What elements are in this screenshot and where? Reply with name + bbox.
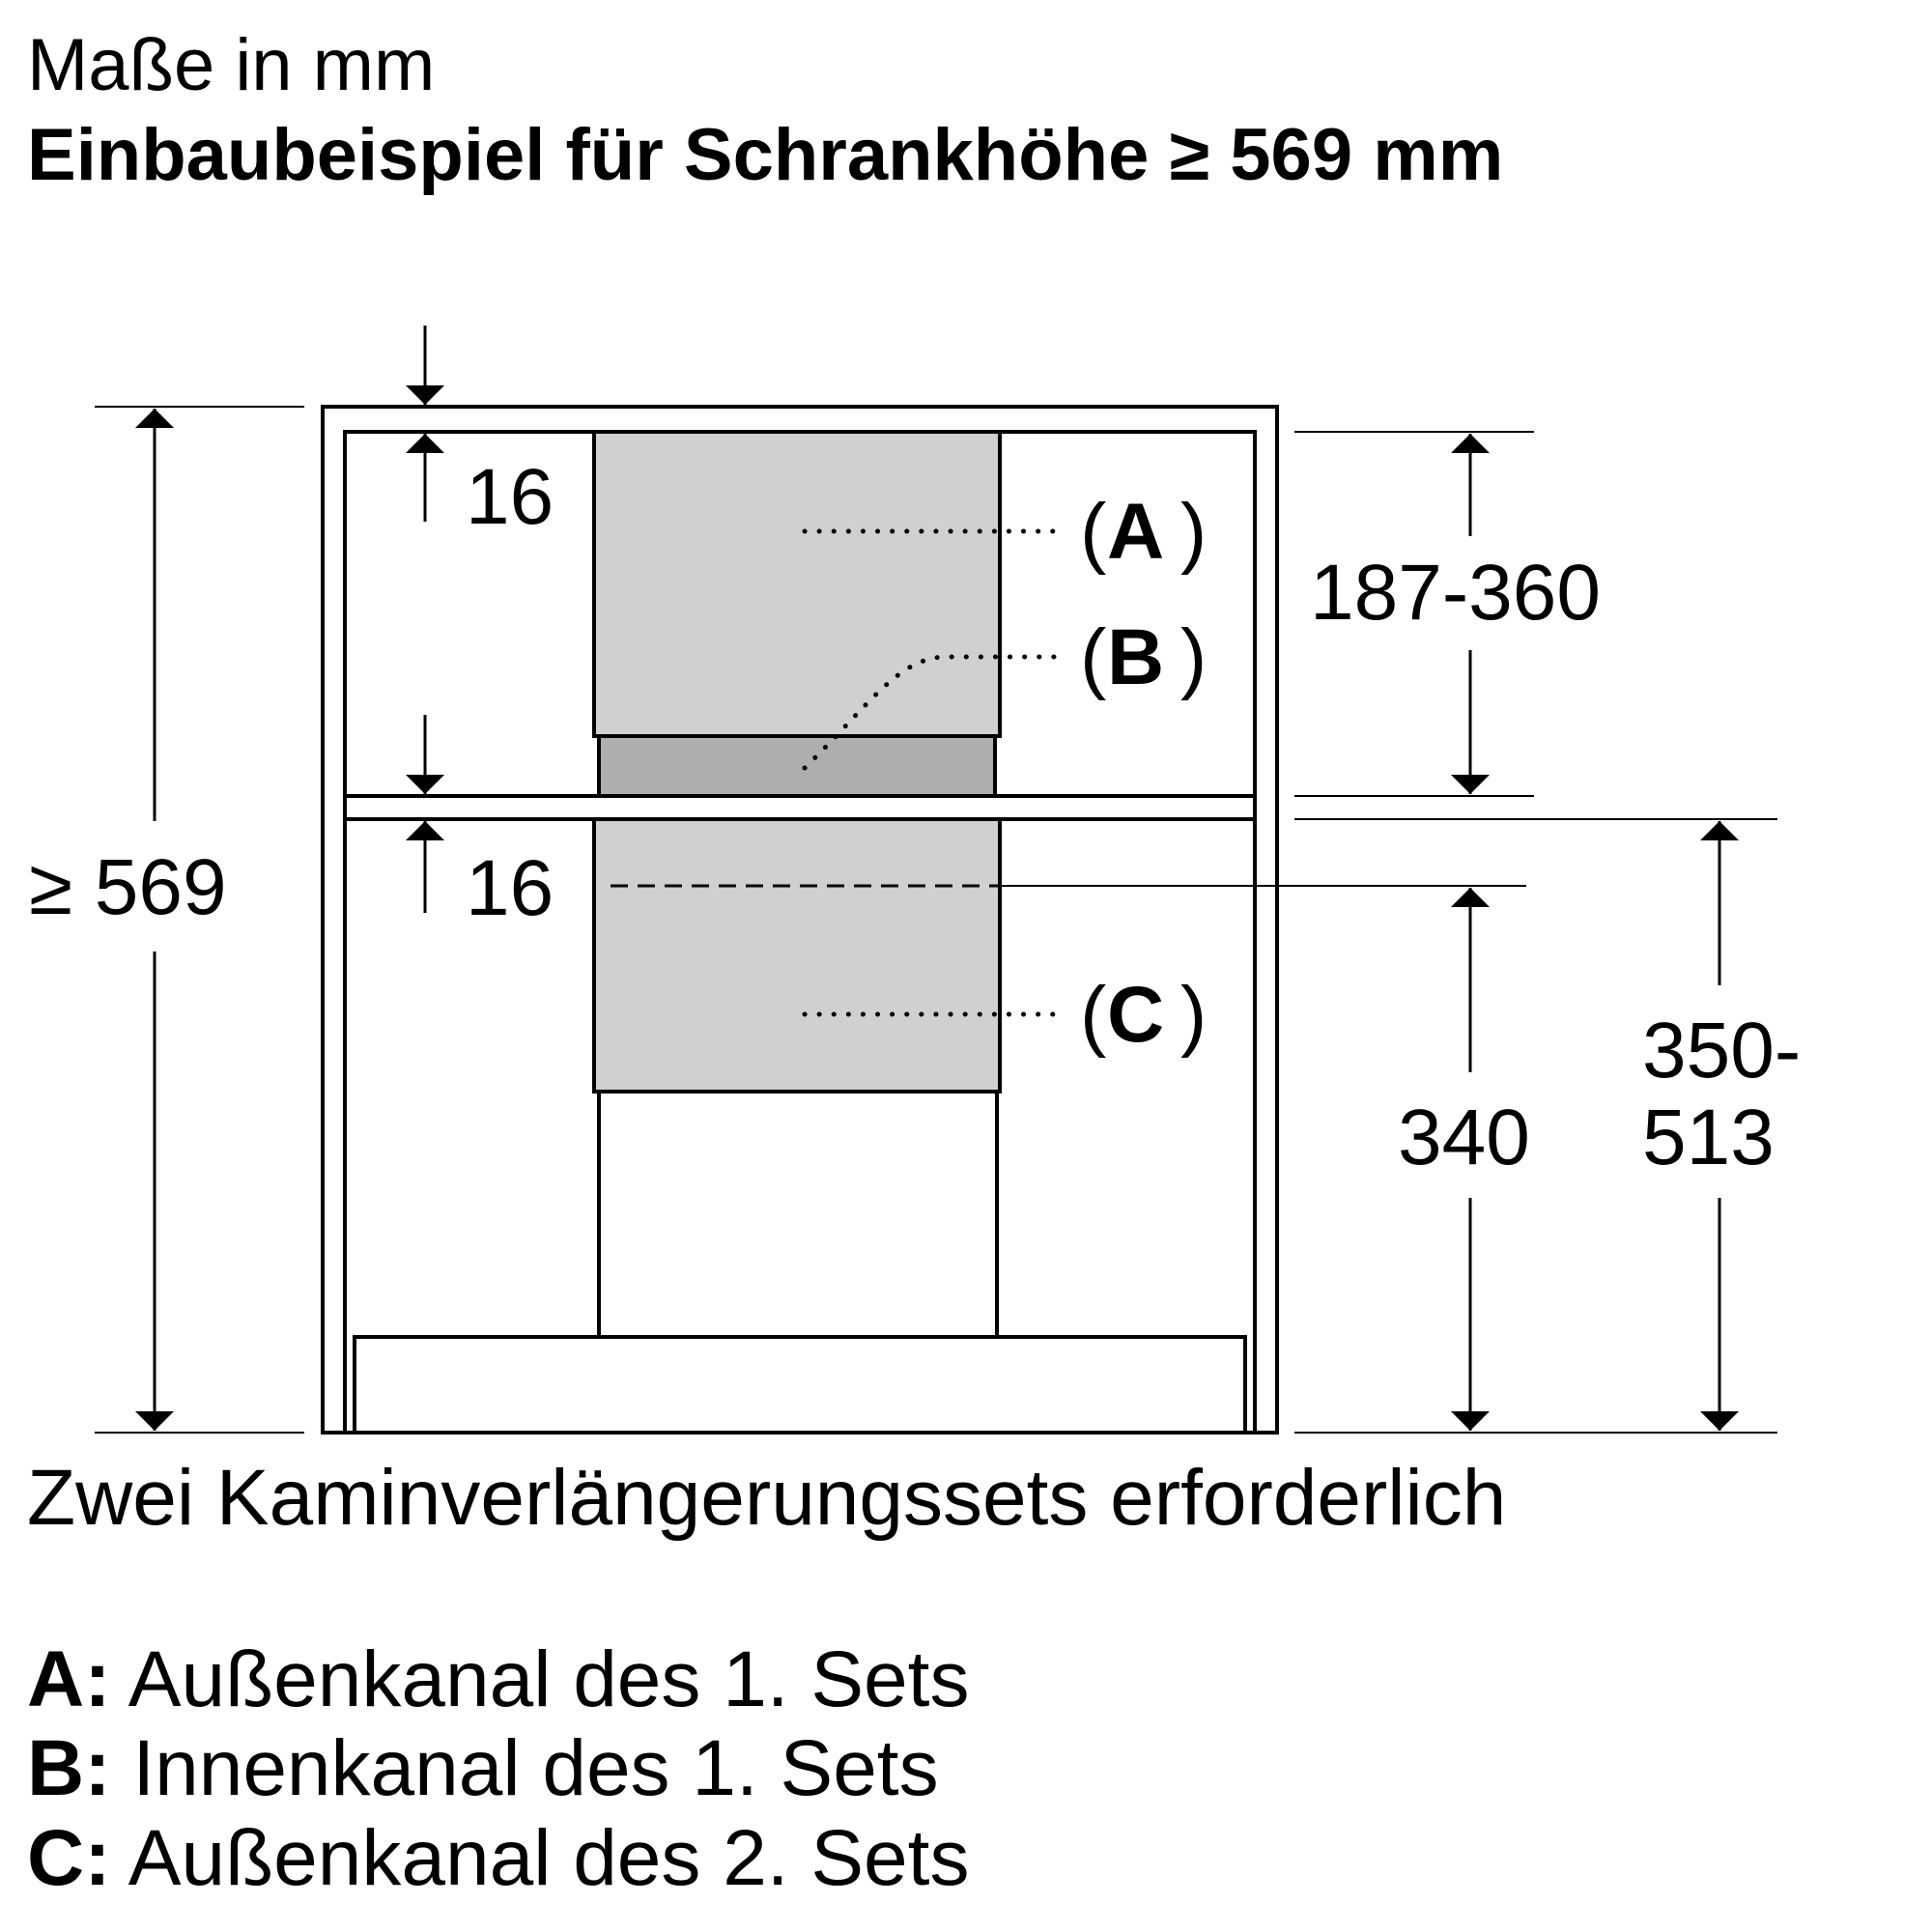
dimension-lower-range-value-2: 513 xyxy=(1642,1094,1775,1181)
legend-key: B: xyxy=(27,1724,111,1812)
cabinet-shelf xyxy=(345,796,1255,819)
hood-body xyxy=(355,1337,1245,1433)
svg-text:): ) xyxy=(1180,971,1208,1059)
legend-key: C: xyxy=(27,1814,111,1902)
legend-item-c xyxy=(27,1814,970,1902)
svg-text:): ) xyxy=(1180,613,1208,701)
dimension-shelf-gap-value: 16 xyxy=(466,844,554,932)
dimension-top-gap-value: 16 xyxy=(466,453,554,541)
legend-text: Außenkanal des 2. Sets xyxy=(128,1814,970,1902)
legend-item-b xyxy=(27,1724,939,1812)
svg-text:B: B xyxy=(1107,613,1165,701)
duct-outer-set1 xyxy=(594,432,1000,736)
page-title: Einbaubeispiel für Schrankhöhe ≥ 569 mm xyxy=(27,114,1504,196)
svg-text:A: A xyxy=(1107,488,1165,576)
legend-item-a xyxy=(27,1635,970,1723)
duct-outer-set2 xyxy=(594,819,1000,1092)
legend-text: Außenkanal des 1. Sets xyxy=(128,1635,970,1723)
dimension-cabinet-height-value: ≥ 569 xyxy=(29,843,227,931)
duct-inner-set1 xyxy=(599,736,995,796)
callout-c xyxy=(1080,971,1207,1059)
callout-a xyxy=(1080,488,1207,576)
legend-text: Innenkanal des 1. Sets xyxy=(132,1724,939,1812)
svg-text:(: ( xyxy=(1080,971,1107,1059)
requirement-note: Zwei Kaminverlängerungssets erforderlich xyxy=(27,1454,1507,1542)
svg-text:(: ( xyxy=(1080,488,1107,576)
svg-text:(: ( xyxy=(1080,613,1107,701)
dimension-lower-range-value-1: 350- xyxy=(1642,1007,1802,1094)
svg-text:C: C xyxy=(1107,971,1165,1059)
callout-b xyxy=(1080,613,1207,701)
svg-text:): ) xyxy=(1180,488,1208,576)
dimension-upper-range-value: 187-360 xyxy=(1310,549,1601,637)
legend-key: A: xyxy=(27,1635,111,1723)
units-note: Maße in mm xyxy=(27,24,436,106)
hood-chimney xyxy=(599,1092,997,1337)
dimension-lower-fixed-value: 340 xyxy=(1398,1094,1530,1181)
